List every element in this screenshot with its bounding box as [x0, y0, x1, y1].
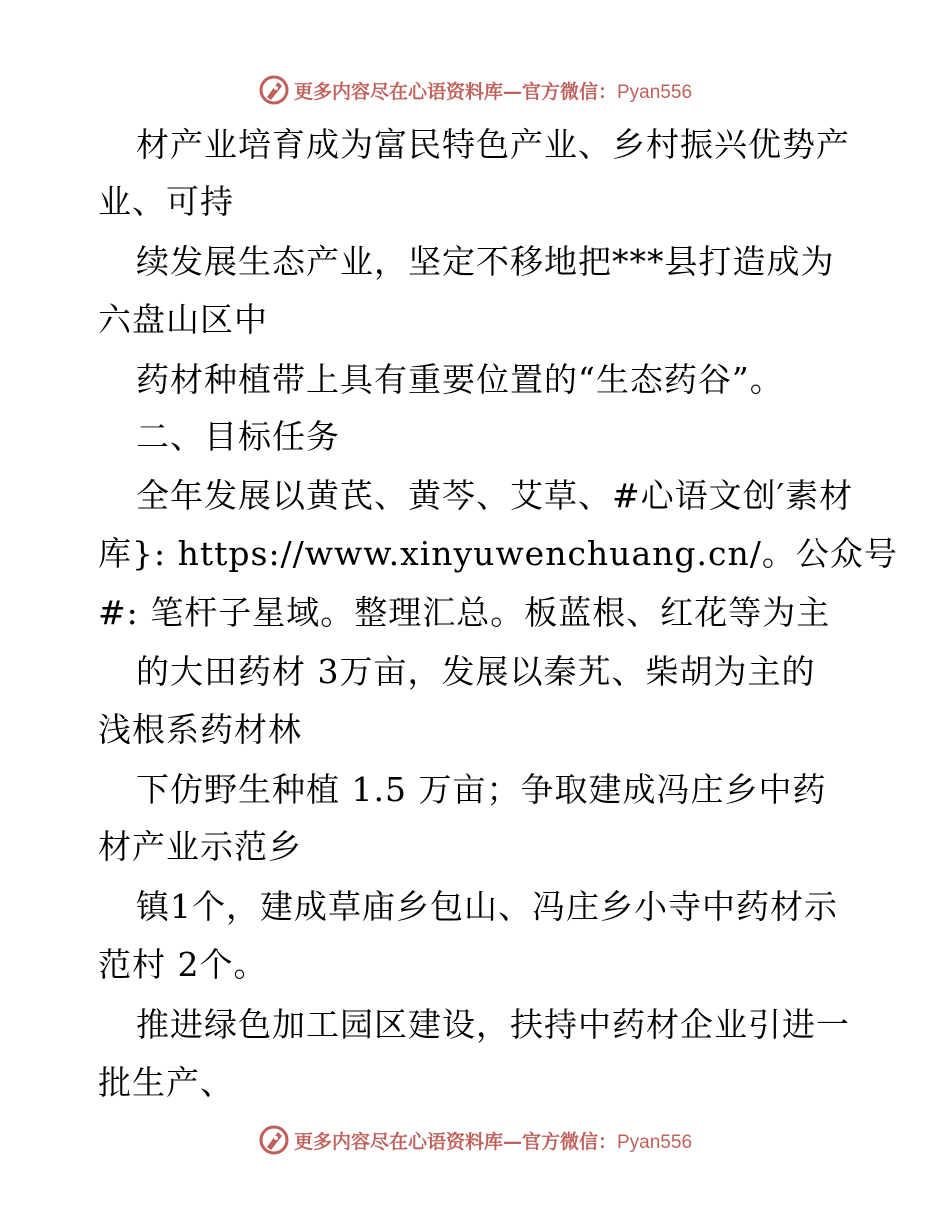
text-line: 材产业培育成为富民特色产业、乡村振兴优势产: [136, 125, 850, 164]
text-line: 浅根系药材林: [98, 710, 302, 749]
text-line: 批生产、: [98, 1063, 234, 1102]
text-line: 镇1个，建成草庙乡包山、冯庄乡小寺中药材示: [136, 887, 838, 926]
text-line: 材产业示范乡: [98, 827, 302, 866]
pen-nib-logo-icon: [258, 1124, 290, 1156]
section-heading: 二、目标任务: [136, 417, 340, 456]
banner-text: 更多内容尽在心语资料库—官方微信：Pyan556: [293, 1130, 693, 1153]
text-line: 业、可持: [98, 182, 234, 221]
text-line: 下仿野生种植 1.5 万亩；争取建成冯庄乡中药: [136, 770, 827, 809]
text-line: 范村 2个。: [98, 945, 268, 984]
header-banner: [0, 70, 950, 110]
text-line: 的大田药材 3万亩，发展以秦艽、柴胡为主的: [136, 652, 816, 691]
text-line: 六盘山区中: [98, 300, 268, 339]
text-line: 续发展生态产业，坚定不移地把***县打造成为: [136, 242, 835, 281]
text-line: 全年发展以黄芪、黄芩、艾草、#心语文创′素材: [136, 476, 854, 515]
footer-banner: [0, 1120, 950, 1160]
text-line: 药材种植带上具有重要位置的“生态药谷”。: [136, 360, 784, 399]
text-line: 库}: https://www.xinyuwenchuang.cn/。公众号: [98, 534, 898, 573]
text-line: 推进绿色加工园区建设，扶持中药材企业引进一: [136, 1005, 850, 1044]
text-line: #: 笔杆子星域。整理汇总。板蓝根、红花等为主: [98, 593, 831, 632]
pen-nib-logo-icon: [258, 74, 290, 106]
banner-text: 更多内容尽在心语资料库—官方微信：Pyan556: [293, 80, 693, 103]
